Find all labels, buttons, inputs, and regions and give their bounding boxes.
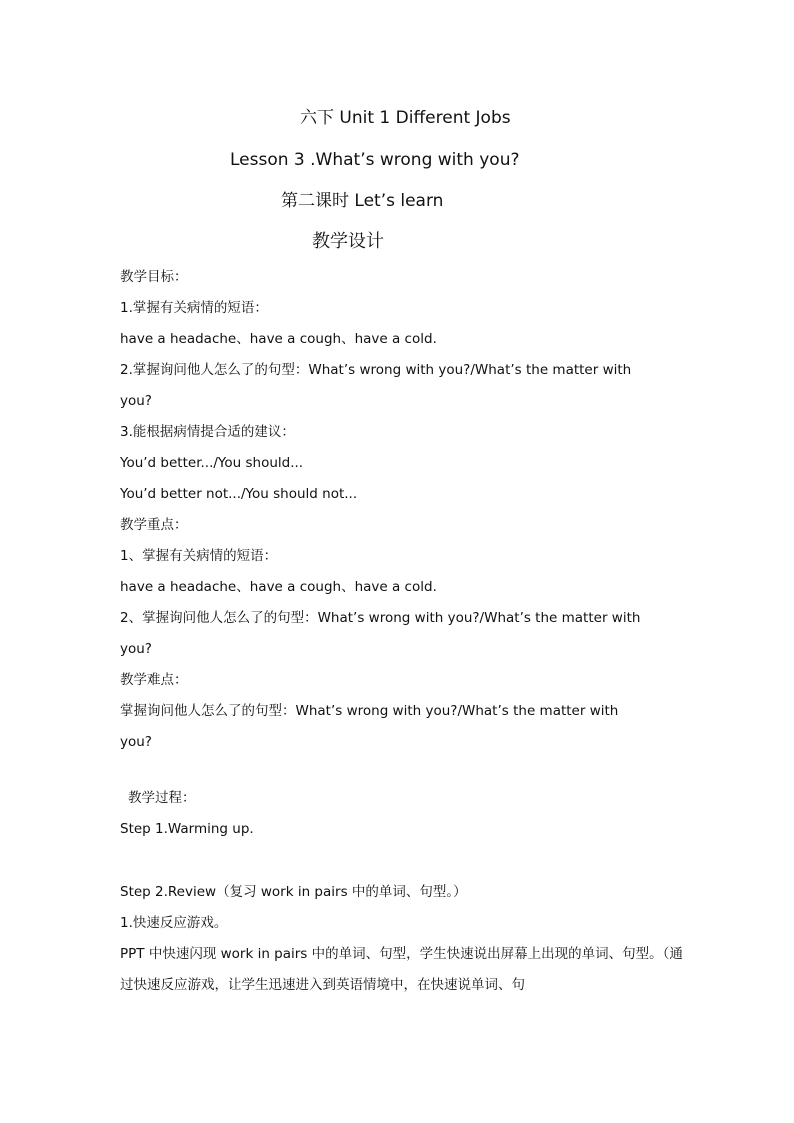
objective-1-phrases: have a headache、have a cough、have a cold. bbox=[120, 331, 437, 347]
objective-1: 1.掌握有关病情的短语： bbox=[120, 300, 268, 316]
doc-title-period: 第二课时 Let’s learn bbox=[281, 191, 444, 211]
process-step-2: Step 2.Review（复习 work in pairs 中的单词、句型。） bbox=[120, 884, 467, 900]
doc-title-lesson: Lesson 3 .What’s wrong with you? bbox=[230, 150, 520, 170]
key-point-2: 2、掌握询问他人怎么了的句型：What’s wrong with you?/What’s the matter with bbox=[120, 610, 641, 626]
objectives-heading: 教学目标： bbox=[120, 269, 188, 285]
key-points-heading: 教学重点： bbox=[120, 517, 188, 533]
key-point-2-cont: you? bbox=[120, 641, 152, 657]
objective-3-b: You’d better not.../You should not... bbox=[120, 486, 358, 502]
objective-2-cont: you? bbox=[120, 393, 152, 409]
difficulties-heading: 教学难点： bbox=[120, 672, 188, 688]
document-body bbox=[120, 262, 690, 1001]
key-point-1-phrases: have a headache、have a cough、have a cold. bbox=[120, 579, 437, 595]
objective-2: 2.掌握询问他人怎么了的句型：What’s wrong with you?/What’s the matter with bbox=[120, 362, 632, 378]
process-step-2-sub-1: 1.快速反应游戏。 bbox=[120, 915, 228, 931]
spacer bbox=[120, 845, 690, 877]
doc-title-unit: 六下 Unit 1 Different Jobs bbox=[300, 108, 511, 128]
difficulty-1: 掌握询问他人怎么了的句型：What’s wrong with you?/What’s the matter with bbox=[120, 703, 619, 719]
doc-title-design: 教学设计 bbox=[312, 231, 384, 252]
objective-3: 3.能根据病情提合适的建议： bbox=[120, 424, 295, 440]
difficulty-1-cont: you? bbox=[120, 734, 152, 750]
process-step-1: Step 1.Warming up. bbox=[120, 821, 254, 837]
key-point-1: 1、掌握有关病情的短语： bbox=[120, 548, 278, 564]
spacer bbox=[120, 758, 690, 783]
objective-3-a: You’d better.../You should... bbox=[120, 455, 304, 471]
process-step-2-paragraph: PPT 中快速闪现 work in pairs 中的单词、句型，学生快速说出屏幕上出现的单词、句型。（通过快速反应游戏，让学生迅速进入到英语情境中，在快速说单词、句 bbox=[120, 946, 683, 993]
process-heading: 教学过程： bbox=[128, 790, 196, 806]
